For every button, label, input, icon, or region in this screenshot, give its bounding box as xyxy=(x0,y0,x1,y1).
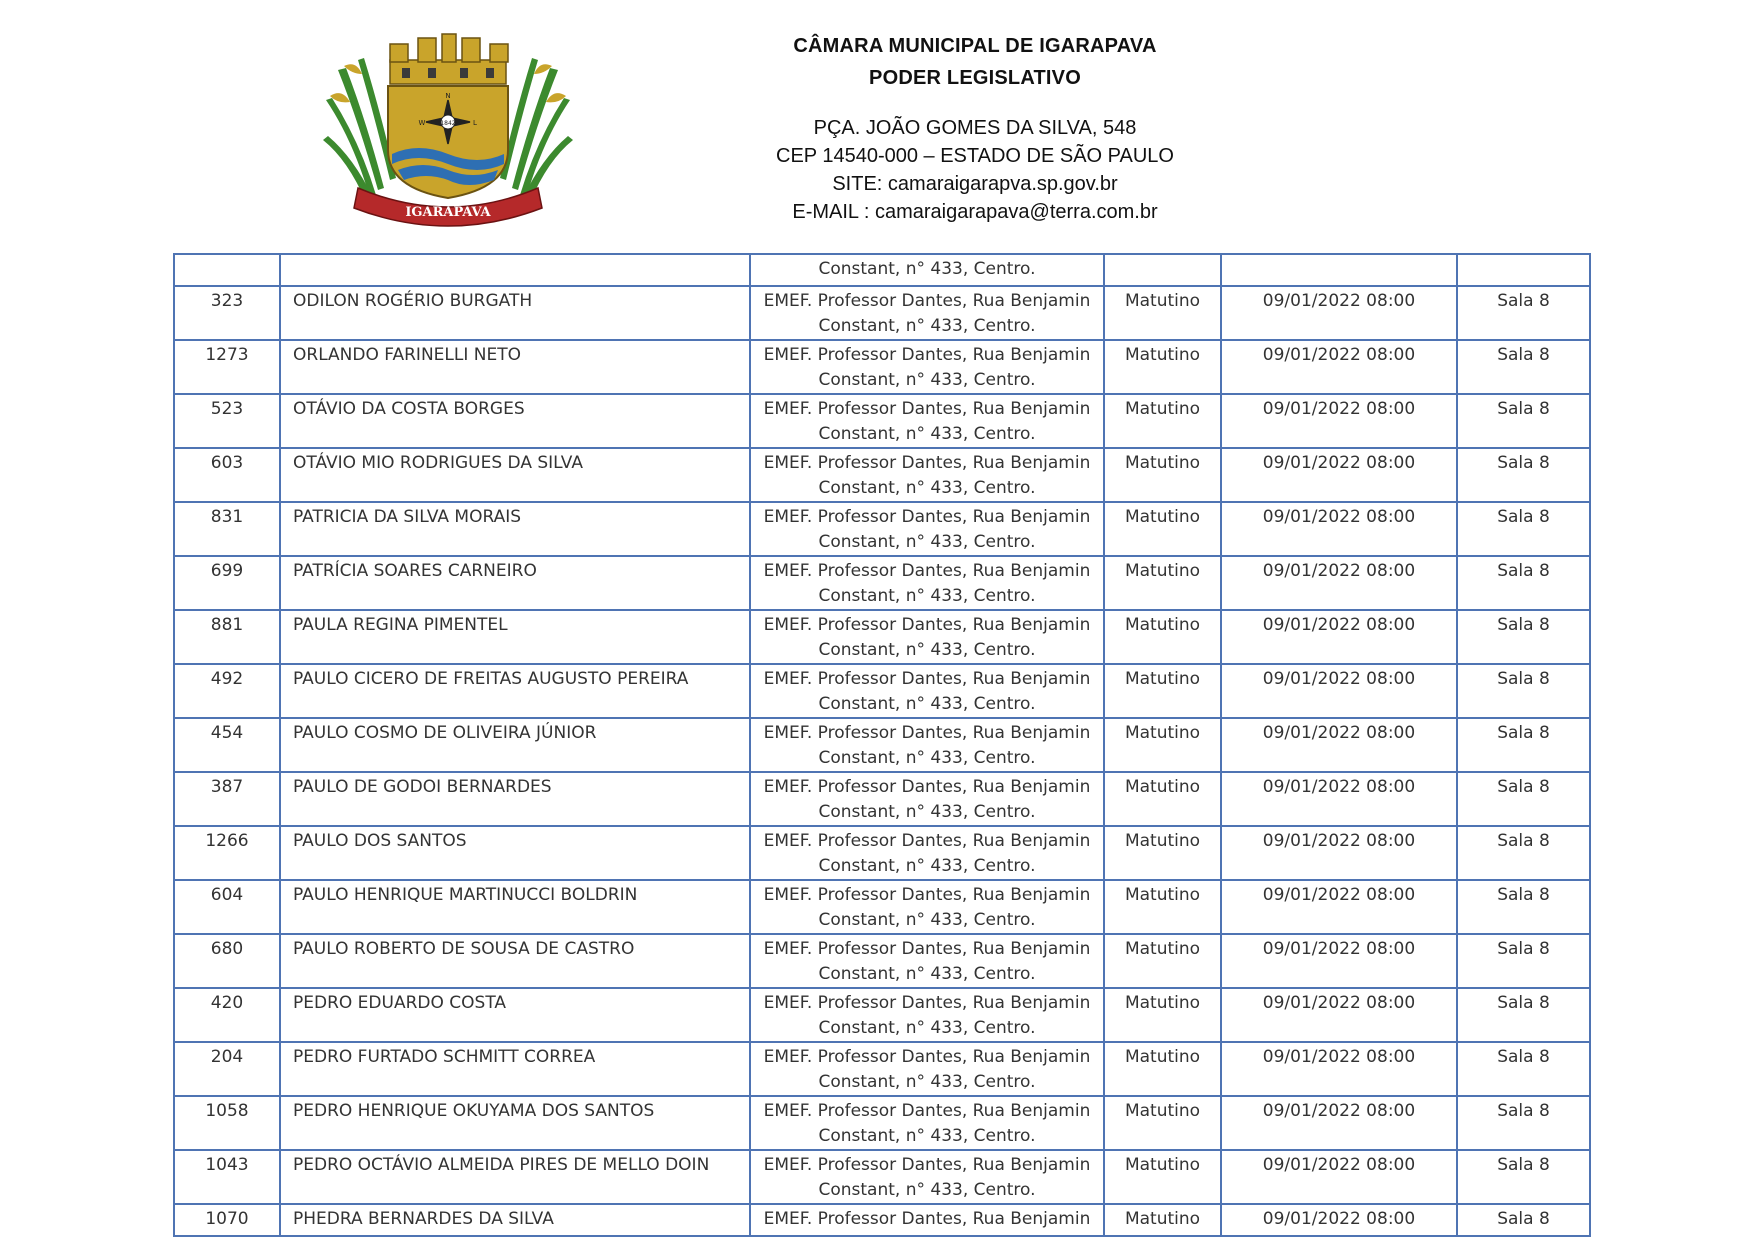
cell-name: PATRICIA DA SILVA MORAIS xyxy=(280,502,750,556)
cell-name: PEDRO FURTADO SCHMITT CORREA xyxy=(280,1042,750,1096)
cell-date: 09/01/2022 08:00 xyxy=(1221,1204,1457,1236)
institution-cep: CEP 14540-000 – ESTADO DE SÃO PAULO xyxy=(776,145,1174,167)
table-row xyxy=(174,340,1590,394)
cell-address xyxy=(750,1096,1104,1150)
cell-room xyxy=(1457,254,1590,286)
table-row xyxy=(174,934,1590,988)
address-line-2: Constant, n° 433, Centro. xyxy=(818,478,1036,498)
cell-shift: Matutino xyxy=(1104,502,1221,556)
compass-n: N xyxy=(445,92,451,100)
compass-l: L xyxy=(473,119,477,127)
cell-number: 1058 xyxy=(174,1096,280,1150)
cell-name: OTÁVIO DA COSTA BORGES xyxy=(280,394,750,448)
table-row xyxy=(174,1042,1590,1096)
address-line-2: Constant, n° 433, Centro. xyxy=(818,316,1036,336)
cell-room: Sala 8 xyxy=(1457,394,1590,448)
cell-name: PAULO COSMO DE OLIVEIRA JÚNIOR xyxy=(280,718,750,772)
cell-address xyxy=(750,394,1104,448)
table-row xyxy=(174,718,1590,772)
table-row xyxy=(174,880,1590,934)
cell-date: 09/01/2022 08:00 xyxy=(1221,772,1457,826)
candidate-table-wrapper xyxy=(173,253,1589,1237)
cell-shift: Matutino xyxy=(1104,880,1221,934)
cell-name: PAULO HENRIQUE MARTINUCCI BOLDRIN xyxy=(280,880,750,934)
institution-site: SITE: camaraigarapva.sp.gov.br xyxy=(832,173,1118,195)
address-line-1: EMEF. Professor Dantes, Rua Benjamin xyxy=(763,723,1091,743)
cell-date: 09/01/2022 08:00 xyxy=(1221,502,1457,556)
cell-date: 09/01/2022 08:00 xyxy=(1221,394,1457,448)
cell-room: Sala 8 xyxy=(1457,1204,1590,1236)
cell-number: 1070 xyxy=(174,1204,280,1236)
cell-shift: Matutino xyxy=(1104,1042,1221,1096)
cell-room: Sala 8 xyxy=(1457,880,1590,934)
cell-number: 881 xyxy=(174,610,280,664)
cell-date: 09/01/2022 08:00 xyxy=(1221,448,1457,502)
cell-room: Sala 8 xyxy=(1457,286,1590,340)
address-line-2: Constant, n° 433, Centro. xyxy=(818,1072,1036,1092)
table-row xyxy=(174,988,1590,1042)
cell-address xyxy=(750,502,1104,556)
address-line-1: EMEF. Professor Dantes, Rua Benjamin xyxy=(763,669,1091,689)
cell-room: Sala 8 xyxy=(1457,988,1590,1042)
cell-name: ODILON ROGÉRIO BURGATH xyxy=(280,286,750,340)
cell-name: PEDRO EDUARDO COSTA xyxy=(280,988,750,1042)
cell-name: PAULO ROBERTO DE SOUSA DE CASTRO xyxy=(280,934,750,988)
address-line-1: EMEF. Professor Dantes, Rua Benjamin xyxy=(763,939,1091,959)
cell-room: Sala 8 xyxy=(1457,664,1590,718)
cell-shift: Matutino xyxy=(1104,556,1221,610)
cell-number: 420 xyxy=(174,988,280,1042)
institution-email: E-MAIL : camaraigarapava@terra.com.br xyxy=(792,201,1158,223)
cell-number: 387 xyxy=(174,772,280,826)
table-row xyxy=(174,1204,1590,1236)
table-row xyxy=(174,610,1590,664)
cell-shift: Matutino xyxy=(1104,1096,1221,1150)
cell-room: Sala 8 xyxy=(1457,556,1590,610)
cell-room: Sala 8 xyxy=(1457,610,1590,664)
cell-name: OTÁVIO MIO RODRIGUES DA SILVA xyxy=(280,448,750,502)
institution-name: CÂMARA MUNICIPAL DE IGARAPAVA xyxy=(793,35,1157,57)
cell-number: 323 xyxy=(174,286,280,340)
address-line-1: EMEF. Professor Dantes, Rua Benjamin xyxy=(763,1155,1091,1175)
institution-branch: PODER LEGISLATIVO xyxy=(869,67,1081,89)
cell-number: 831 xyxy=(174,502,280,556)
cell-date: 09/01/2022 08:00 xyxy=(1221,934,1457,988)
table-row xyxy=(174,664,1590,718)
address-line-2: Constant, n° 433, Centro. xyxy=(818,259,1036,279)
candidate-table-body xyxy=(174,254,1590,1236)
cell-name: PEDRO HENRIQUE OKUYAMA DOS SANTOS xyxy=(280,1096,750,1150)
address-line-2: Constant, n° 433, Centro. xyxy=(818,640,1036,660)
table-row-continuation xyxy=(174,254,1590,286)
cell-shift: Matutino xyxy=(1104,394,1221,448)
address-line-1: EMEF. Professor Dantes, Rua Benjamin xyxy=(763,1101,1091,1121)
table-row xyxy=(174,502,1590,556)
cell-address xyxy=(750,254,1104,286)
cell-number: 603 xyxy=(174,448,280,502)
address-line-1: EMEF. Professor Dantes, Rua Benjamin xyxy=(763,993,1091,1013)
cell-shift: Matutino xyxy=(1104,934,1221,988)
cell-date: 09/01/2022 08:00 xyxy=(1221,664,1457,718)
municipal-crest xyxy=(318,30,578,230)
cell-number: 680 xyxy=(174,934,280,988)
cell-room: Sala 8 xyxy=(1457,340,1590,394)
cell-address xyxy=(750,286,1104,340)
cell-name: PEDRO OCTÁVIO ALMEIDA PIRES DE MELLO DOIN xyxy=(280,1150,750,1204)
address-line-1: EMEF. Professor Dantes, Rua Benjamin xyxy=(763,831,1091,851)
cell-date: 09/01/2022 08:00 xyxy=(1221,988,1457,1042)
cell-date xyxy=(1221,254,1457,286)
cell-shift: Matutino xyxy=(1104,1204,1221,1236)
cell-shift: Matutino xyxy=(1104,664,1221,718)
cell-shift: Matutino xyxy=(1104,340,1221,394)
crest-year: 1842 xyxy=(440,120,456,127)
cell-number: 204 xyxy=(174,1042,280,1096)
address-line-2: Constant, n° 433, Centro. xyxy=(818,424,1036,444)
compass-w: W xyxy=(418,119,426,127)
address-line-2: Constant, n° 433, Centro. xyxy=(818,532,1036,552)
cell-name: PAULO DOS SANTOS xyxy=(280,826,750,880)
cell-address xyxy=(750,718,1104,772)
cell-room: Sala 8 xyxy=(1457,1042,1590,1096)
cell-address xyxy=(750,772,1104,826)
cell-name: ORLANDO FARINELLI NETO xyxy=(280,340,750,394)
address-line-1: EMEF. Professor Dantes, Rua Benjamin xyxy=(763,885,1091,905)
cell-address xyxy=(750,1150,1104,1204)
table-row xyxy=(174,1096,1590,1150)
address-line-1: EMEF. Professor Dantes, Rua Benjamin xyxy=(763,507,1091,527)
cell-date: 09/01/2022 08:00 xyxy=(1221,610,1457,664)
cell-name: PAULO CICERO DE FREITAS AUGUSTO PEREIRA xyxy=(280,664,750,718)
table-row xyxy=(174,394,1590,448)
cell-shift: Matutino xyxy=(1104,988,1221,1042)
address-line-1: EMEF. Professor Dantes, Rua Benjamin xyxy=(763,1209,1091,1229)
cell-shift xyxy=(1104,254,1221,286)
cell-number: 1043 xyxy=(174,1150,280,1204)
cell-address xyxy=(750,988,1104,1042)
cell-room: Sala 8 xyxy=(1457,1096,1590,1150)
cell-room: Sala 8 xyxy=(1457,502,1590,556)
cell-shift: Matutino xyxy=(1104,286,1221,340)
cell-number: 699 xyxy=(174,556,280,610)
cell-room: Sala 8 xyxy=(1457,1150,1590,1204)
cell-address xyxy=(750,1204,1104,1236)
cell-address xyxy=(750,556,1104,610)
address-line-1: EMEF. Professor Dantes, Rua Benjamin xyxy=(763,453,1091,473)
cell-date: 09/01/2022 08:00 xyxy=(1221,1150,1457,1204)
cell-number: 492 xyxy=(174,664,280,718)
cell-date: 09/01/2022 08:00 xyxy=(1221,880,1457,934)
cell-date: 09/01/2022 08:00 xyxy=(1221,826,1457,880)
address-line-2: Constant, n° 433, Centro. xyxy=(818,370,1036,390)
table-row xyxy=(174,1150,1590,1204)
cell-address xyxy=(750,934,1104,988)
cell-room: Sala 8 xyxy=(1457,772,1590,826)
cell-date: 09/01/2022 08:00 xyxy=(1221,556,1457,610)
address-line-1: EMEF. Professor Dantes, Rua Benjamin xyxy=(763,615,1091,635)
cell-address xyxy=(750,340,1104,394)
table-row xyxy=(174,448,1590,502)
cell-date: 09/01/2022 08:00 xyxy=(1221,718,1457,772)
document-header xyxy=(625,30,1325,226)
cell-date: 09/01/2022 08:00 xyxy=(1221,286,1457,340)
cell-shift: Matutino xyxy=(1104,772,1221,826)
address-line-1: EMEF. Professor Dantes, Rua Benjamin xyxy=(763,777,1091,797)
cell-shift: Matutino xyxy=(1104,1150,1221,1204)
address-line-1: EMEF. Professor Dantes, Rua Benjamin xyxy=(763,399,1091,419)
cell-room: Sala 8 xyxy=(1457,826,1590,880)
crest-ribbon-text: IGARAPAVA xyxy=(405,205,491,220)
address-line-2: Constant, n° 433, Centro. xyxy=(818,586,1036,606)
cell-date: 09/01/2022 08:00 xyxy=(1221,1042,1457,1096)
cell-name xyxy=(280,254,750,286)
address-line-2: Constant, n° 433, Centro. xyxy=(818,748,1036,768)
address-line-2: Constant, n° 433, Centro. xyxy=(818,964,1036,984)
table-row xyxy=(174,556,1590,610)
crest-image xyxy=(318,30,578,230)
cell-date: 09/01/2022 08:00 xyxy=(1221,1096,1457,1150)
address-line-1: EMEF. Professor Dantes, Rua Benjamin xyxy=(763,345,1091,365)
cell-room: Sala 8 xyxy=(1457,718,1590,772)
cell-number xyxy=(174,254,280,286)
address-line-1: EMEF. Professor Dantes, Rua Benjamin xyxy=(763,561,1091,581)
cell-address xyxy=(750,826,1104,880)
cell-room: Sala 8 xyxy=(1457,934,1590,988)
address-line-2: Constant, n° 433, Centro. xyxy=(818,1126,1036,1146)
cell-room: Sala 8 xyxy=(1457,448,1590,502)
address-line-2: Constant, n° 433, Centro. xyxy=(818,1018,1036,1038)
cell-address xyxy=(750,1042,1104,1096)
cell-number: 454 xyxy=(174,718,280,772)
cell-name: PHEDRA BERNARDES DA SILVA xyxy=(280,1204,750,1236)
institution-address: PÇA. JOÃO GOMES DA SILVA, 548 xyxy=(813,117,1137,139)
address-line-2: Constant, n° 433, Centro. xyxy=(818,856,1036,876)
address-line-2: Constant, n° 433, Centro. xyxy=(818,694,1036,714)
cell-date: 09/01/2022 08:00 xyxy=(1221,340,1457,394)
cell-address xyxy=(750,880,1104,934)
cell-shift: Matutino xyxy=(1104,610,1221,664)
table-row xyxy=(174,286,1590,340)
cell-address xyxy=(750,664,1104,718)
cell-name: PATRÍCIA SOARES CARNEIRO xyxy=(280,556,750,610)
address-line-1: EMEF. Professor Dantes, Rua Benjamin xyxy=(763,291,1091,311)
address-line-2: Constant, n° 433, Centro. xyxy=(818,802,1036,822)
cell-shift: Matutino xyxy=(1104,826,1221,880)
cell-number: 1266 xyxy=(174,826,280,880)
cell-address xyxy=(750,448,1104,502)
cell-shift: Matutino xyxy=(1104,448,1221,502)
cell-name: PAULA REGINA PIMENTEL xyxy=(280,610,750,664)
cell-address xyxy=(750,610,1104,664)
table-row xyxy=(174,826,1590,880)
candidate-table xyxy=(173,253,1591,1237)
address-line-1: EMEF. Professor Dantes, Rua Benjamin xyxy=(763,1047,1091,1067)
cell-name: PAULO DE GODOI BERNARDES xyxy=(280,772,750,826)
cell-shift: Matutino xyxy=(1104,718,1221,772)
address-line-2: Constant, n° 433, Centro. xyxy=(818,910,1036,930)
cell-number: 523 xyxy=(174,394,280,448)
address-line-2: Constant, n° 433, Centro. xyxy=(818,1180,1036,1200)
table-row xyxy=(174,772,1590,826)
cell-number: 604 xyxy=(174,880,280,934)
cell-number: 1273 xyxy=(174,340,280,394)
